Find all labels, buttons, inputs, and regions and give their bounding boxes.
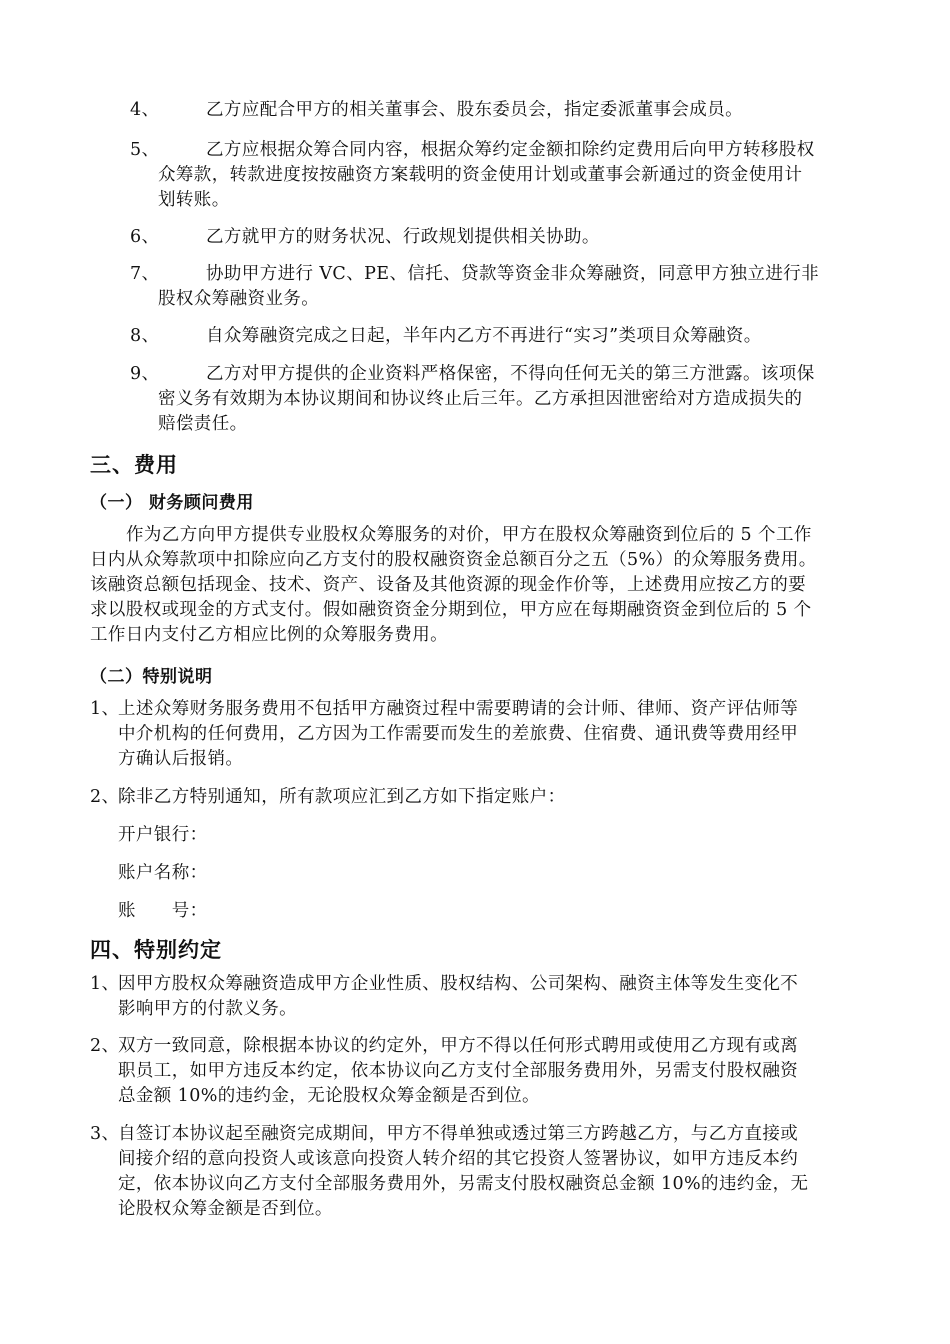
text-line: 划转账。 [158, 190, 230, 210]
text-line: 影响甲方的付款义务。 [118, 999, 297, 1019]
text-line: 方确认后报销。 [118, 749, 244, 769]
text-line: 密义务有效期为本协议期间和协议终止后三年。乙方承担因泄密给对方造成损失的 [158, 389, 803, 409]
item-number: 7、 [130, 264, 160, 284]
text-line: 职员工，如甲方违反本约定，依本协议向乙方支付全部服务费用外，另需支付股权融资 [118, 1061, 799, 1081]
item-text [118, 1034, 798, 1109]
text-line: 定，依本协议向乙方支付全部服务费用外，另需支付股权融资总金额 10%的违约金，无 [118, 1174, 809, 1194]
item-text [118, 972, 798, 1022]
item-number: 1、 [90, 699, 120, 719]
text-line: 工作日内支付乙方相应比例的众筹服务费用。 [90, 625, 448, 645]
text-line: 赔偿责任。 [158, 414, 248, 434]
text-line: 乙方应根据众筹合同内容，根据众筹约定金额扣除约定费用后向甲方转移股权 [206, 140, 815, 160]
text-line: 乙方就甲方的财务状况、行政规划提供相关协助。 [206, 227, 600, 247]
section-heading-special-agreement: 四、特别约定 [90, 938, 222, 962]
item-number: 2、 [90, 1036, 120, 1056]
text-line: 中介机构的任何费用，乙方因为工作需要而发生的差旅费、住宿费、通讯费等费用经甲 [118, 724, 799, 744]
account-name-label: 账户名称： [118, 863, 208, 883]
item-number: 3、 [90, 1124, 120, 1144]
text-line: 双方一致同意，除根据本协议的约定外，甲方不得以任何形式聘用或使用乙方现有或离 [118, 1036, 799, 1056]
item-number: 5、 [130, 140, 160, 160]
item-text [158, 138, 815, 213]
text-line: 协助甲方进行 VC、PE、信托、贷款等资金非众筹融资，同意甲方独立进行非 [206, 264, 820, 284]
item-text [206, 98, 743, 123]
text-line: 求以股权或现金的方式支付。假如融资资金分期到位，甲方应在每期融资资金到位后的 5 个 [90, 600, 812, 620]
fee-paragraph [90, 523, 870, 648]
item-number: 8、 [130, 326, 160, 346]
item-number: 9、 [130, 364, 160, 384]
subsection-heading-advisory-fees: （一） 财务顾问费用 [90, 493, 254, 513]
item-text [158, 262, 819, 312]
item-text [158, 362, 815, 437]
item-number: 1、 [90, 974, 120, 994]
text-line: 间接介绍的意向投资人或该意向投资人转介绍的其它投资人签署协议，如甲方违反本约 [118, 1149, 799, 1169]
item-number: 2、 [90, 787, 120, 807]
item-number: 6、 [130, 227, 160, 247]
account-number-label: 账 号： [118, 901, 208, 921]
item-text [118, 785, 566, 810]
text-line: 该融资总额包括现金、技术、资产、设备及其他资源的现金作价等，上述费用应按乙方的要 [90, 575, 806, 595]
text-line: 上述众筹财务服务费用不包括甲方融资过程中需要聘请的会计师、律师、资产评估师等 [118, 699, 799, 719]
text-line: 总金额 10%的违约金，无论股权众筹金额是否到位。 [118, 1086, 540, 1106]
section-heading-fees: 三、费用 [90, 453, 178, 477]
text-line: 乙方对甲方提供的企业资料严格保密，不得向任何无关的第三方泄露。该项保 [206, 364, 815, 384]
text-line: 论股权众筹金额是否到位。 [118, 1199, 333, 1219]
item-number: 4、 [130, 100, 160, 120]
subsection-heading-special-notes: （二）特别说明 [90, 667, 213, 687]
text-line: 众筹款，转款进度按按融资方案载明的资金使用计划或董事会新通过的资金使用计 [158, 165, 803, 185]
text-line: 作为乙方向甲方提供专业股权众筹服务的对价，甲方在股权众筹融资到位后的 5 个工作 [126, 525, 812, 545]
text-line: 自众筹融资完成之日起，半年内乙方不再进行“实习”类项目众筹融资。 [206, 326, 762, 346]
text-line: 自签订本协议起至融资完成期间，甲方不得单独或透过第三方跨越乙方，与乙方直接或 [118, 1124, 799, 1144]
item-text [206, 225, 600, 250]
text-line: 日内从众筹款项中扣除应向乙方支付的股权融资资金总额百分之五（5%）的众筹服务费用。 [90, 550, 817, 570]
item-text [118, 697, 798, 772]
bank-label: 开户银行： [118, 825, 208, 845]
text-line: 乙方应配合甲方的相关董事会、股东委员会，指定委派董事会成员。 [206, 100, 743, 120]
item-text [118, 1122, 808, 1222]
text-line: 股权众筹融资业务。 [158, 289, 320, 309]
text-line: 因甲方股权众筹融资造成甲方企业性质、股权结构、公司架构、融资主体等发生变化不 [118, 974, 799, 994]
item-text [206, 324, 762, 349]
text-line: 除非乙方特别通知，所有款项应汇到乙方如下指定账户： [118, 787, 566, 807]
